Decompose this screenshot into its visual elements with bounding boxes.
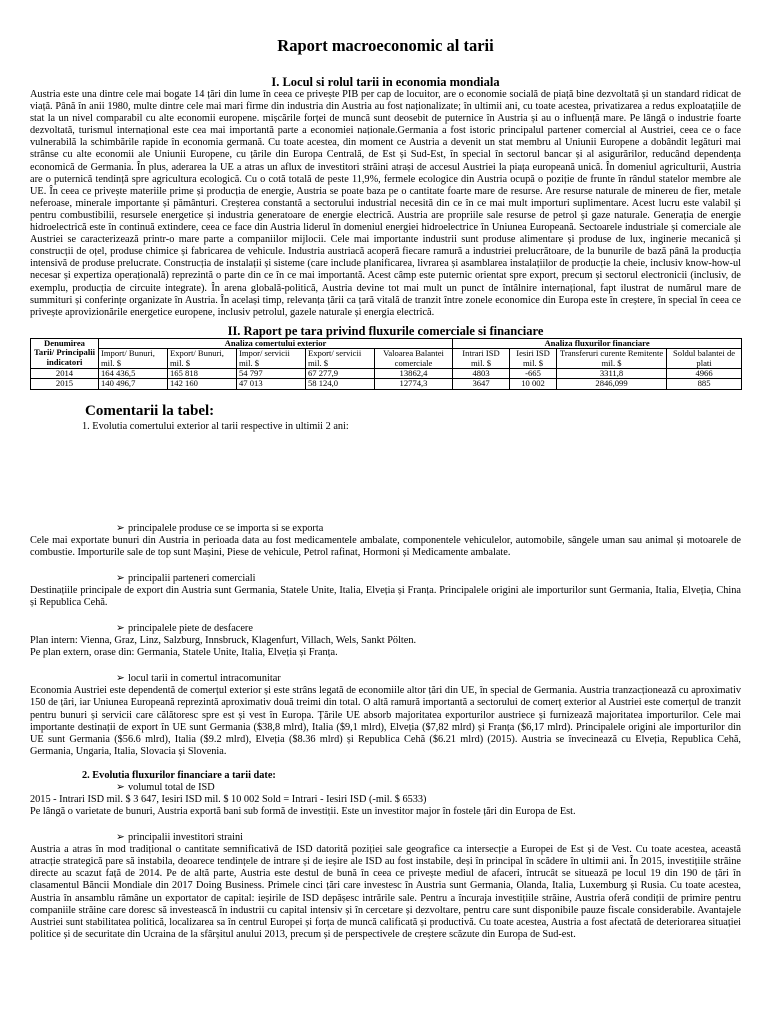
column-header: Iesiri ISD mil. $	[510, 349, 557, 369]
isd-line-2: Pe lângă o varietate de bunuri, Austria exportă bani sub formă de investiții. Este un investitor major în fostele țări din Europa de Est.	[30, 806, 576, 818]
trade-group-header: Analiza comertului exterior	[99, 338, 453, 348]
bullet-markets	[116, 623, 741, 635]
table-cell: 142 160	[168, 379, 237, 389]
comments-heading: Comentarii la tabel:	[85, 402, 215, 419]
table-cell: 4966	[667, 369, 742, 379]
arrow-bullet-icon: ➢	[116, 832, 125, 844]
column-header: Export/ servicii mil. $	[306, 349, 375, 369]
markets-line-2: Pe plan extern, orase din: Germania, Statele Unite, Italia, Elveția și Franța.	[30, 647, 338, 659]
bullet-products	[116, 523, 741, 535]
table-cell: 3311,8	[557, 369, 667, 379]
column-header: Import/ Bunuri, mil. $	[99, 349, 168, 369]
table-cell: 58 124,0	[306, 379, 375, 389]
table-row	[31, 369, 742, 379]
arrow-bullet-icon: ➢	[116, 623, 125, 635]
table-cell: 4803	[453, 369, 510, 379]
arrow-bullet-icon: ➢	[116, 573, 125, 584]
page-title: Raport macroeconomic al tarii	[277, 36, 494, 55]
markets-line-1: Plan intern: Vienna, Graz, Linz, Salzburg, Innsbruck, Klagenfurt, Villach, Wels, Sankt Pölten.	[30, 635, 417, 647]
item-1-heading: 1. Evolutia comertului exterior al tarii respective in ultimii 2 ani:	[82, 420, 349, 432]
products-text: Cele mai exportate bunuri din Austria in perioada data au fost medicamentele ambalate, componentele vehiculelor, automobile, sângele uman sau animal și motoarele de combustie. Importurile sale de top sunt Mașini, Piese de vehicule, Petrol rafinat, Hormoni și Medicamente ambalate.	[30, 534, 741, 558]
table-cell: 67 277,9	[306, 369, 375, 379]
table-cell: 140 496,7	[99, 379, 168, 389]
partners-text: Destinațiile principale de export din Austria sunt Germania, Statele Unite, Italia, Elveția și Franța. Principalele origini ale importurilor sunt Germania, Italia, Elveția, China și Republica Cehă.	[30, 585, 741, 609]
section1-title: I. Locul si rolul tarii in economia mondiala	[271, 75, 500, 89]
fin-group-header: Analiza fluxurilor financiare	[453, 338, 742, 348]
arrow-bullet-icon: ➢	[116, 673, 125, 685]
column-header: Transferuri curente Remitente mil. $	[557, 349, 667, 369]
intracom-text: Economia Austriei este dependentă de comerțul exterior și este strâns legată de economiile altor țări din UE, în special de Germania. Austria tranzacționează cu aproximativ 150 de țări, iar Uniunea Europeană reprezintă aproximativ două treimi din total. O altă ramură importantă a sectorului de comerț exterior al Austriei este comerțul de tranzit pentru bunuri și servicii care călătoresc spre est și vest în Europa. Țările UE absorb majoritatea exporturilor austriece și furnizează majoritatea importurilor. Cele mai importante destinații de export în UE sunt Germania ($38,8 mlrd), Italia ($9,1 mlrd), Elveția ($7,82 mlrd) și Franța ($6,17 mlrd). Principalele origini ale importurilor din UE sunt Germania ($56.6 mlrd), Italia ($9.2 mlrd), Elveția ($8.36 mlrd) și Republica Cehă ($6.21 mlrd) (2015). Austria se învecinează cu Elveția, Republica Cehă, Germania, Ungaria, Italia, Slovacia și Slovenia.	[30, 685, 741, 757]
blank-space	[30, 433, 741, 523]
table-cell: 164 436,5	[99, 369, 168, 379]
arrow-bullet-icon: ➢	[116, 781, 125, 793]
arrow-bullet-icon: ➢	[116, 522, 125, 534]
trade-table	[30, 338, 742, 390]
bullet-label: volumul total de ISD	[128, 781, 215, 793]
item-2-heading: 2. Evolutia fluxurilor financiare a tarii date:	[82, 769, 276, 781]
bullet-investors	[116, 832, 741, 844]
bullet-label: principalele produse ce se importa si se exporta	[128, 522, 324, 534]
section2-title: II. Raport pe tara privind fluxurile comerciale si financiare	[227, 323, 544, 338]
row-year: 2015	[31, 379, 99, 389]
column-header: Export/ Bunuri, mil. $	[168, 349, 237, 369]
column-header: Valoarea Balantei comerciale	[375, 349, 453, 369]
column-header: Impor/ servicii mil. $	[237, 349, 306, 369]
bullet-isd-volume	[116, 782, 741, 794]
table-row	[31, 379, 742, 389]
table-cell: 12774,3	[375, 379, 453, 389]
bullet-label: locul tarii in comertul intracomunitar	[128, 673, 281, 685]
bullet-label: principalii investitori straini	[128, 832, 243, 844]
table-cell: -665	[510, 369, 557, 379]
isd-line-1: 2015 - Intrari ISD mil. $ 3 647, Iesiri ISD mil. $ 10 002 Sold = Intrari - Iesiri ISD (-mil. $ 6533)	[30, 793, 427, 805]
row-year: 2014	[31, 369, 99, 379]
section1-text: Austria este una dintre cele mai bogate 14 țări din lume în ceea ce privește PIB per cap de locuitor, are o economie socială de piață bine dezvoltată și un standard ridicat de viață. Până în anii 1980, multe dintre cele mai mari firme din industria din Austria au fost naționalizate; în ultimii ani, cu toate acestea, privatizarea a redus exploatațiile de stat la un nivel comparabil cu alte economii europene. mișcările forței de muncă sunt deosebit de puternice în Austria și au o influență mare. Pe lângă o industrie foarte dezvoltată, turismul internațional este cea mai importantă parte a economiei naționale.Germania a fost istoric principalul partener comercial al Austriei, ceea ce o face vulnerabilă la schimbările rapide în economia germană. Cu toate acestea, din moment ce Austria a devenit un stat membru al Uniunii Europene a dobândit legături mai strânse cu alte economii ale Uniunii Europene, cu țările din Europa Centrală, de Est și Sud-Est, în special în sectorul bancar și al asigurărilor, reducând dependența economică de Germania. În plus, aderarea la UE a atras un aflux de investitori străini atrași de accesul Austriei la piața europeană unică. În domeniul agriculturii, Austria are o puternică tendință spre agricultura ecologică. Cu o cotă totală de peste 11,9%, fermele ecologice din Austria ocupă o poziție de frunte în rândul statelor membre ale UE. În ceea ce privește materiile prime și producția de energie, Austria se poate baza pe o cantitate foarte mare de resurse. Are resurse naturale de minereu de fier, metale neferoase, minerale importante și pământuri. Creșterea constantă a sectorului industrial necesită din ce în ce mai mult importuri suplimentare. Acest lucru este valabil și pentru combustibilii, resursele energetice și industria generatoare de energie electrică. Austria are propriile sale resurse de petrol și gaze naturale. Generația de energie hidroelectrică este în continuă extindere, ceea ce face din Austria liderul în domeniul energiei hidroelectrice în Uniunea Europeană. Sectoarele industriale și comerciale ale Austriei se caracterizează printr-o mare parte a companiilor mijlocii. Cele mai importante industrii sunt produse alimentare și produse de lux, inginerie mecanică și construcții de oțel, produse chimice și fabricarea de vehicule. Industria austriacă acoperă fiecare ramură a industriei prelucrătoare, de la bunurile de bază până la producția intensivă de produse prelucrate. Construcția de instalații și sisteme (care include planificarea, livrarea și asamblarea instalațiilor de producție la cheie, inclusiv know-how-ul necesar și expertiza operațională) reprezintă o parte din ce în ce mai importantă. Acest câmp este puternic orientat spre export, precum și sectorul electronicii (inclusiv, de exemplu, producția de circuite integrate). În arena globală-politică, Austria devine tot mai mult un punct de întâlnire internațional, fapt ilustrat de numărul mare de summituri și conferințe organizate în Austria. În același timp, relevanța țării ca țară vitală de tranzit între zonele economice din Europa este în creștere, în special în ceea ce privește aprovizionările energetice europene, inclusiv petrolul, gazele naturale și energia electrică.	[30, 89, 741, 318]
table-cell: 47 013	[237, 379, 306, 389]
column-header: Intrari ISD mil. $	[453, 349, 510, 369]
table-cell: 10 002	[510, 379, 557, 389]
table-cell: 2846,099	[557, 379, 667, 389]
bullet-partners	[116, 573, 741, 585]
bullet-label: principalii parteneri comerciali	[128, 573, 256, 584]
table-cell: 13862,4	[375, 369, 453, 379]
bullet-intracom	[116, 673, 741, 685]
bullet-label: principalele piete de desfacere	[128, 623, 253, 635]
table-cell: 885	[667, 379, 742, 389]
column-header: Soldul balantei de plati	[667, 349, 742, 369]
table-cell: 3647	[453, 379, 510, 389]
row-header-cell: Denumirea Tarii/ Principalii indicatori	[31, 338, 99, 368]
table-cell: 54 797	[237, 369, 306, 379]
investors-text: Austria a atras în mod tradițional o cantitate semnificativă de ISD datorită poziției sale geografice ca intersecție a Europei de Est și de Vest. Cu toate acestea, această atracție strategică pare să instabila, deoarece tendințele de intrare și de ieșire ale ISD au fost instabile, deși în principal în scădere în ultimii ani. În 2015, investițiile străine directe au scazut față de 2014. Pe de altă parte, Austria este destul de bună în ceea ce privește mediul de afaceri, întrucât se situează pe locul 19 din 190 de țări în clasamentul Băncii Mondiale din 2017 Doing Business. Primele cinci țări care investesc în Austria sunt Germania, Olanda, Italia, Luxemburg și Rusia. Cu toate acestea, Austria în ansamblu rămâne un exportator de capital: ieșirile de ISD depășesc intrările sale. Pentru a încuraja investițiile străine, Austria oferă condiții de primire pentru companiile străine care doresc să investească în industrii cu capital intensiv și în cercetare și dezvoltare, pentru care sunt disponibile pauze fiscale considerabile. Avantajele Austriei sunt stabilitatea politică, localizarea sa în centrul Europei și forța de muncă calificată și productivă. Cu toate acestea, Austria a fost afectată de deteriorarea situației politice și de securitate din Ucraina de la sfârșitul anului 2013, precum și de perspectivele de creștere scăzute din Europa de Sud-est.	[30, 844, 741, 940]
table-cell: 165 818	[168, 369, 237, 379]
